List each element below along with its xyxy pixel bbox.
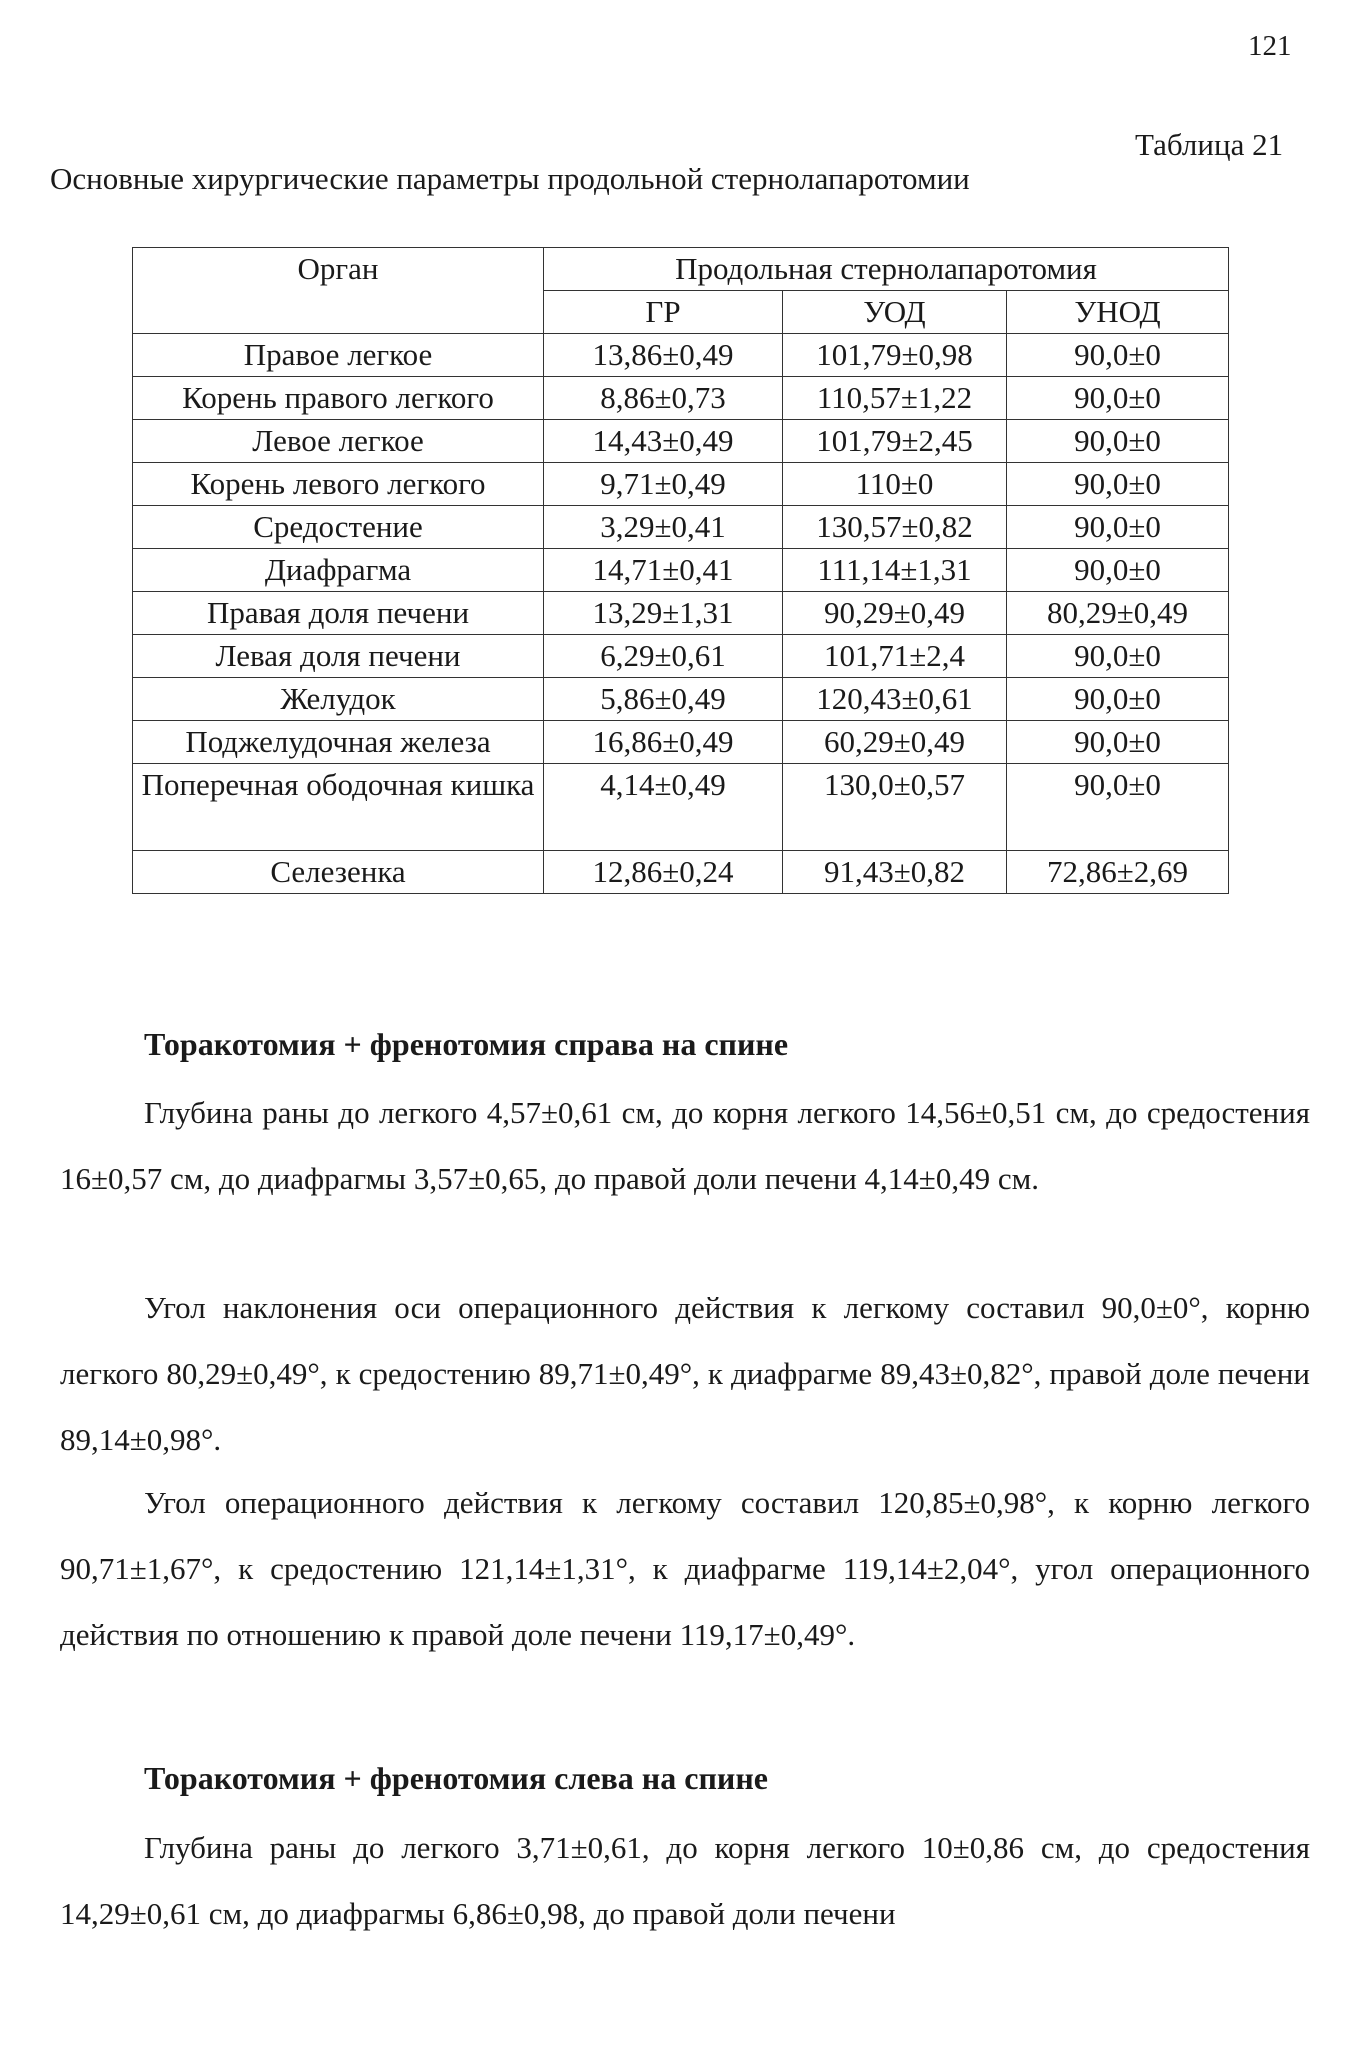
cell-organ: Правое легкое xyxy=(133,334,544,377)
paragraph-operative-angle-right: Угол операционного действия к легкому составил 120,85±0,98°, к корню легкого 90,71±1,67°, к средостению 121,14±1,31°, к диафрагме 119,14±2,04°, угол операционного действия по отношению к правой доле печени 119,17±0,49°. xyxy=(60,1485,1310,1652)
cell-unod: 90,0±0 xyxy=(1007,721,1229,764)
cell-organ: Левая доля печени xyxy=(133,635,544,678)
cell-unod: 90,0±0 xyxy=(1007,377,1229,420)
table-header-row xyxy=(133,248,1229,291)
cell-unod: 80,29±0,49 xyxy=(1007,592,1229,635)
cell-gr: 6,29±0,61 xyxy=(544,635,783,678)
page-number: 121 xyxy=(1248,30,1292,62)
cell-gr: 4,14±0,49 xyxy=(544,764,783,851)
table-row xyxy=(133,678,1229,721)
cell-uod: 90,29±0,49 xyxy=(783,592,1007,635)
table-row xyxy=(133,764,1229,851)
cell-unod: 90,0±0 xyxy=(1007,635,1229,678)
subheader-gr: ГР xyxy=(544,291,783,334)
cell-uod: 111,14±1,31 xyxy=(783,549,1007,592)
cell-gr: 5,86±0,49 xyxy=(544,678,783,721)
cell-unod: 90,0±0 xyxy=(1007,764,1229,851)
cell-uod: 101,71±2,4 xyxy=(783,635,1007,678)
cell-unod: 90,0±0 xyxy=(1007,678,1229,721)
cell-organ: Корень правого легкого xyxy=(133,377,544,420)
table-row xyxy=(133,463,1229,506)
cell-gr: 3,29±0,41 xyxy=(544,506,783,549)
cell-uod: 110,57±1,22 xyxy=(783,377,1007,420)
table-row xyxy=(133,506,1229,549)
cell-unod: 72,86±2,69 xyxy=(1007,851,1229,894)
cell-organ: Диафрагма xyxy=(133,549,544,592)
table-row xyxy=(133,420,1229,463)
cell-gr: 12,86±0,24 xyxy=(544,851,783,894)
header-organ: Орган xyxy=(133,248,544,334)
cell-organ: Правая доля печени xyxy=(133,592,544,635)
cell-gr: 13,86±0,49 xyxy=(544,334,783,377)
cell-organ: Поперечная ободочная кишка xyxy=(133,764,544,851)
cell-uod: 101,79±2,45 xyxy=(783,420,1007,463)
paragraph-wound-depth-right: Глубина раны до легкого 4,57±0,61 см, до корня легкого 14,56±0,51 см, до средостения 16±0,57 см, до диафрагмы 3,57±0,65, до правой доли печени 4,14±0,49 см. xyxy=(60,1095,1310,1196)
cell-organ: Желудок xyxy=(133,678,544,721)
cell-uod: 110±0 xyxy=(783,463,1007,506)
cell-uod: 91,43±0,82 xyxy=(783,851,1007,894)
cell-gr: 9,71±0,49 xyxy=(544,463,783,506)
table-row xyxy=(133,549,1229,592)
table-label: Таблица 21 xyxy=(1135,127,1284,162)
section-heading-right: Торакотомия + френотомия справа на спине xyxy=(144,1026,789,1062)
cell-uod: 101,79±0,98 xyxy=(783,334,1007,377)
cell-organ: Селезенка xyxy=(133,851,544,894)
cell-uod: 60,29±0,49 xyxy=(783,721,1007,764)
cell-organ: Поджелудочная железа xyxy=(133,721,544,764)
cell-gr: 13,29±1,31 xyxy=(544,592,783,635)
cell-unod: 90,0±0 xyxy=(1007,549,1229,592)
cell-unod: 90,0±0 xyxy=(1007,506,1229,549)
cell-organ: Левое легкое xyxy=(133,420,544,463)
paragraph-inclination-angle-right: Угол наклонения оси операционного действия к легкому составил 90,0±0°, корню легкого 80,29±0,49°, к средостению 89,71±0,49°, к диафрагме 89,43±0,82°, правой доле печени 89,14±0,98°. xyxy=(60,1290,1310,1457)
table-row xyxy=(133,377,1229,420)
cell-organ: Средостение xyxy=(133,506,544,549)
cell-gr: 14,43±0,49 xyxy=(544,420,783,463)
table-title: Основные хирургические параметры продольной стернолапаротомии xyxy=(50,161,970,196)
cell-gr: 14,71±0,41 xyxy=(544,549,783,592)
cell-gr: 16,86±0,49 xyxy=(544,721,783,764)
table-row xyxy=(133,851,1229,894)
cell-uod: 130,57±0,82 xyxy=(783,506,1007,549)
cell-uod: 120,43±0,61 xyxy=(783,678,1007,721)
cell-unod: 90,0±0 xyxy=(1007,463,1229,506)
cell-unod: 90,0±0 xyxy=(1007,420,1229,463)
subheader-unod: УНОД xyxy=(1007,291,1229,334)
surgical-parameters-table xyxy=(132,247,1229,894)
paragraph-wound-depth-left: Глубина раны до легкого 3,71±0,61, до корня легкого 10±0,86 см, до средостения 14,29±0,61 см, до диафрагмы 6,86±0,98, до правой доли печени xyxy=(60,1830,1310,1931)
table-row xyxy=(133,721,1229,764)
section-heading-left: Торакотомия + френотомия слева на спине xyxy=(144,1760,768,1796)
table-row xyxy=(133,635,1229,678)
cell-gr: 8,86±0,73 xyxy=(544,377,783,420)
header-group: Продольная стернолапаротомия xyxy=(544,248,1229,291)
table-row xyxy=(133,334,1229,377)
subheader-uod: УОД xyxy=(783,291,1007,334)
table-row xyxy=(133,592,1229,635)
cell-uod: 130,0±0,57 xyxy=(783,764,1007,851)
cell-unod: 90,0±0 xyxy=(1007,334,1229,377)
cell-organ: Корень левого легкого xyxy=(133,463,544,506)
